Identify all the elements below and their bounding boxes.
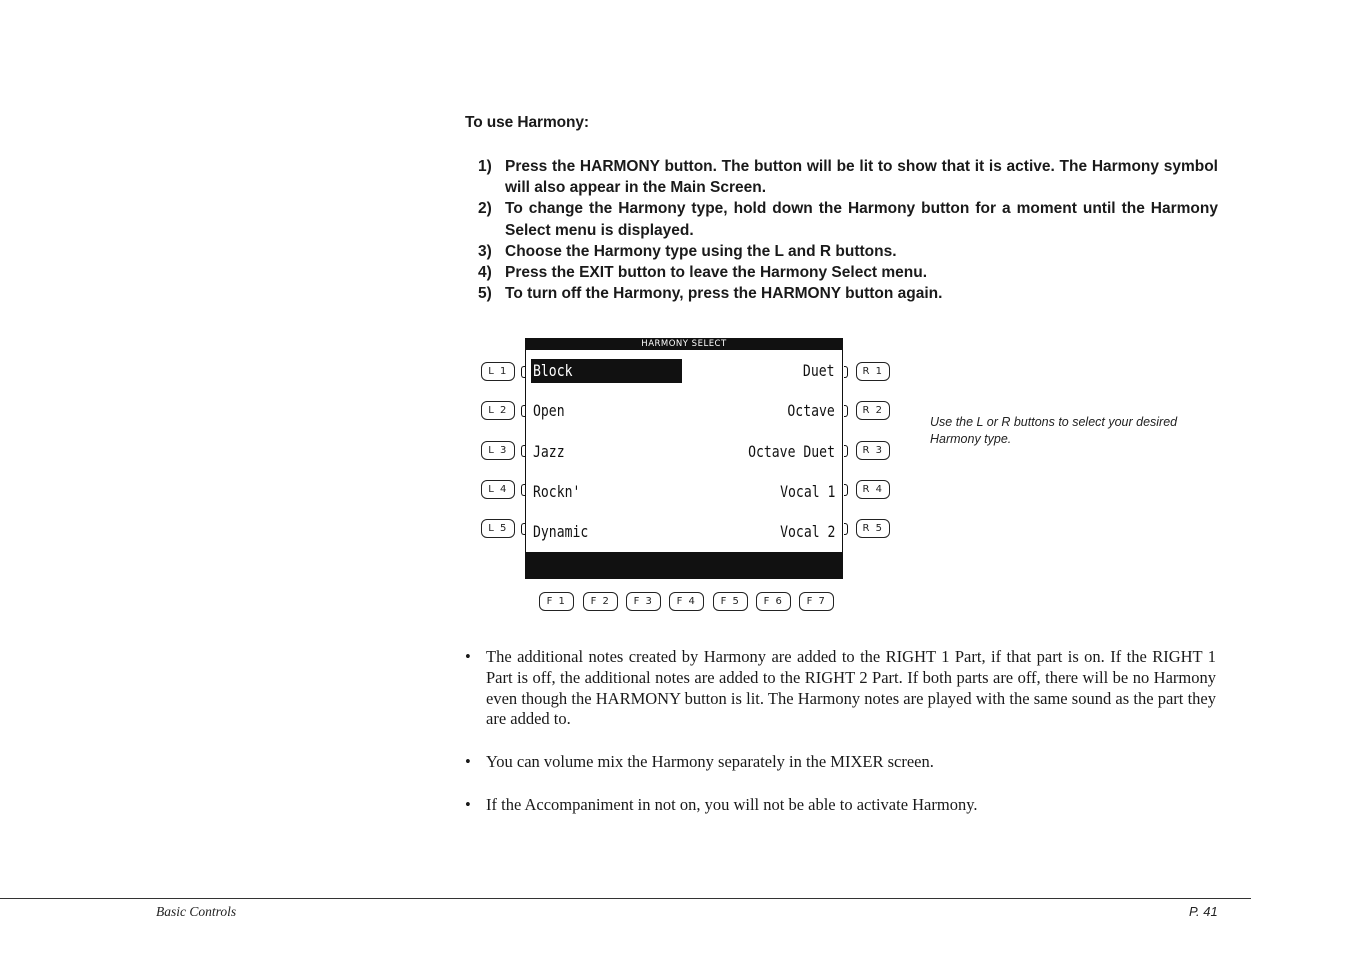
r3-button[interactable]: R 3 — [856, 441, 890, 460]
right-bracket-marker — [844, 445, 848, 457]
harmony-option-octave[interactable]: Octave — [787, 401, 835, 420]
step-item — [478, 262, 1218, 283]
harmony-option-duet[interactable]: Duet — [803, 361, 835, 380]
step-number: 3) — [478, 242, 492, 260]
f7-button[interactable]: F 7 — [799, 592, 834, 611]
step-text: To change the Harmony type, hold down the Harmony button for a moment until the Harmony Select menu is displayed. — [505, 200, 1218, 239]
harmony-option-vocal-1[interactable]: Vocal 1 — [779, 482, 835, 501]
section-heading: To use Harmony: — [465, 114, 589, 131]
notes-list — [465, 647, 1216, 838]
f6-button[interactable]: F 6 — [756, 592, 791, 611]
step-number: 5) — [478, 285, 492, 303]
note-item — [465, 752, 1216, 773]
harmony-option-open[interactable]: Open — [533, 401, 565, 420]
harmony-option-vocal-2[interactable]: Vocal 2 — [779, 522, 835, 541]
l3-button[interactable]: L 3 — [481, 441, 515, 460]
footer-section-name: Basic Controls — [156, 904, 237, 919]
step-number: 1) — [478, 158, 492, 175]
r4-button[interactable]: R 4 — [856, 480, 890, 499]
harmony-option-dynamic[interactable]: Dynamic — [533, 522, 589, 541]
steps-list — [478, 156, 1218, 304]
r2-button[interactable]: R 2 — [856, 401, 890, 420]
right-bracket-marker — [844, 405, 848, 417]
step-text: Press the HARMONY button. The button will be lit to show that it is active. The Harmony symbol will also appear in the Main Screen. — [505, 158, 1218, 197]
f3-button[interactable]: F 3 — [626, 592, 661, 611]
note-item — [465, 795, 1216, 816]
f2-button[interactable]: F 2 — [583, 592, 618, 611]
l1-button[interactable]: L 1 — [481, 362, 515, 381]
right-bracket-marker — [844, 484, 848, 496]
step-text: Choose the Harmony type using the L and R buttons. — [505, 242, 897, 260]
l4-button[interactable]: L 4 — [481, 480, 515, 499]
lcd-function-bar — [526, 552, 842, 578]
harmony-option-rockn[interactable]: Rockn' — [533, 482, 581, 501]
f1-button[interactable]: F 1 — [539, 592, 574, 611]
note-item — [465, 647, 1216, 730]
f5-button[interactable]: F 5 — [713, 592, 748, 611]
bullet-marker: • — [465, 647, 471, 666]
lcd-screen — [525, 338, 843, 579]
diagram-caption: Use the L or R buttons to select your desired Harmony type. — [930, 415, 1178, 446]
step-text: Press the EXIT button to leave the Harmony Select menu. — [505, 264, 928, 282]
harmony-option-jazz[interactable]: Jazz — [533, 442, 565, 461]
step-item — [478, 241, 1218, 262]
harmony-option-block[interactable]: Block — [533, 361, 573, 380]
footer-divider — [0, 898, 1251, 899]
step-text: To turn off the Harmony, press the HARMONY button again. — [505, 285, 943, 303]
r1-button[interactable]: R 1 — [856, 362, 890, 381]
note-text: If the Accompaniment in not on, you will not be able to activate Harmony. — [486, 794, 978, 814]
bullet-marker: • — [465, 752, 471, 772]
step-item — [478, 156, 1218, 198]
harmony-option-octave-duet[interactable]: Octave Duet — [748, 442, 835, 461]
f4-button[interactable]: F 4 — [669, 592, 704, 611]
step-number: 4) — [478, 264, 492, 282]
lcd-title: HARMONY SELECT — [526, 339, 842, 350]
l2-button[interactable]: L 2 — [481, 401, 515, 420]
step-item — [478, 283, 1218, 304]
bullet-marker: • — [465, 794, 471, 814]
page-number: P. 41 — [1189, 904, 1218, 919]
right-bracket-marker — [844, 523, 848, 535]
right-bracket-marker — [844, 366, 848, 378]
l5-button[interactable]: L 5 — [481, 519, 515, 538]
step-item — [478, 198, 1218, 240]
note-text: You can volume mix the Harmony separately in the MIXER screen. — [486, 752, 934, 772]
r5-button[interactable]: R 5 — [856, 519, 890, 538]
note-text: The additional notes created by Harmony are added to the RIGHT 1 Part, if that part is on. If the RIGHT 1 Part is off, the additional notes are added to the RIGHT 2 Part. If both parts are off, there will be no Harmony even though the HARMONY button is lit. The Harmony notes are played with the same sound as the part they are added to. — [486, 647, 1216, 729]
step-number: 2) — [478, 200, 492, 218]
